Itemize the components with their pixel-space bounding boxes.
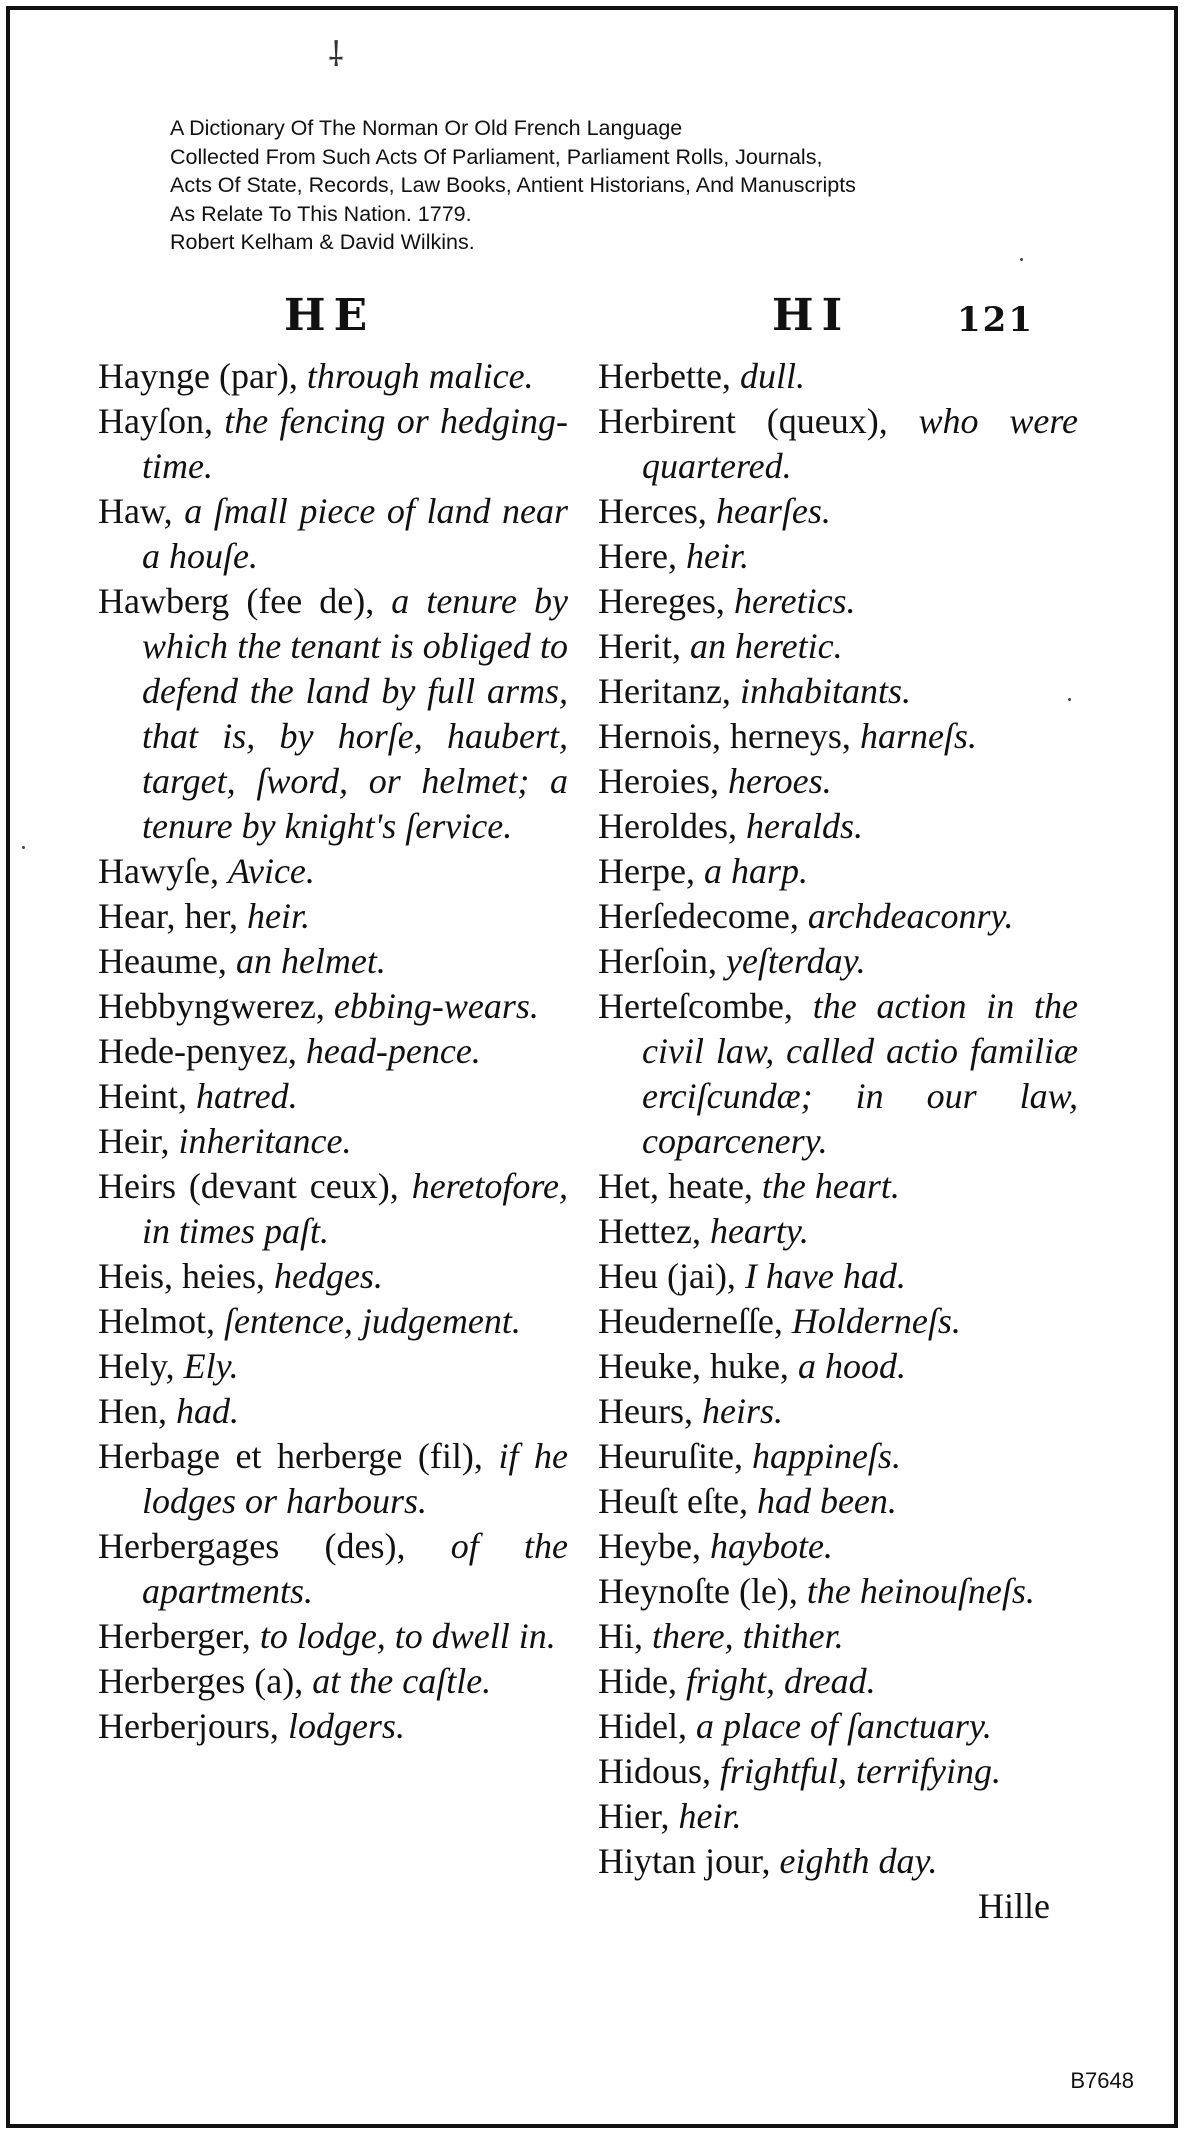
dictionary-entry xyxy=(598,1569,1078,1614)
definition: heretics. xyxy=(733,581,856,621)
dictionary-entry xyxy=(598,1344,1078,1389)
dictionary-entry xyxy=(598,1839,1078,1884)
headword: Hiytan jour, xyxy=(598,1841,780,1881)
headword: Heaume, xyxy=(98,941,236,981)
definition: the fencing or hedging-time. xyxy=(142,401,569,486)
definition: of the apartments. xyxy=(142,1526,568,1611)
dictionary-entry xyxy=(98,1659,568,1704)
dictionary-entry xyxy=(598,1704,1078,1749)
headword: Helmot, xyxy=(98,1301,224,1341)
headword: Hayſon, xyxy=(98,401,225,441)
definition: to lodge, to dwell in. xyxy=(259,1616,556,1656)
definition: the heart. xyxy=(761,1166,900,1206)
catchword: Hille xyxy=(978,1886,1050,1926)
headword: Heritanz, xyxy=(598,671,740,711)
headword: Heu (jai), xyxy=(598,1256,745,1296)
headword: Hely, xyxy=(98,1346,184,1386)
headword: Herpe, xyxy=(598,851,704,891)
dictionary-entry xyxy=(598,624,1078,669)
dictionary-entry xyxy=(98,1614,568,1659)
ink-smudge: ⸸ xyxy=(328,35,344,75)
right-column-entries xyxy=(598,354,1078,1884)
definition: had been. xyxy=(756,1481,897,1521)
definition: frightful, terrifying. xyxy=(720,1751,1002,1791)
dictionary-entry xyxy=(598,894,1078,939)
ink-speck xyxy=(22,846,25,849)
definition: inhabitants. xyxy=(739,671,911,711)
dictionary-entry xyxy=(598,579,1078,624)
headword: Heuſt eſte, xyxy=(598,1481,757,1521)
headword: Heybe, xyxy=(598,1526,710,1566)
headword: Herberger, xyxy=(98,1616,260,1656)
headword: Herit, xyxy=(598,626,690,666)
dictionary-entry xyxy=(598,804,1078,849)
definition: I have had. xyxy=(744,1256,906,1296)
dictionary-entry xyxy=(98,1029,568,1074)
headword: Hen, xyxy=(98,1391,176,1431)
dictionary-entry xyxy=(598,489,1078,534)
headword: Heurs, xyxy=(598,1391,702,1431)
definition: through malice. xyxy=(306,356,534,396)
definition: heir. xyxy=(247,896,311,936)
dictionary-entry xyxy=(598,984,1078,1164)
dictionary-entry xyxy=(598,1614,1078,1659)
definition: if he lodges or harbours. xyxy=(142,1436,568,1521)
dictionary-entry xyxy=(598,1209,1078,1254)
headword: Hettez, xyxy=(598,1211,710,1251)
definition: had. xyxy=(175,1391,239,1431)
definition: hearty. xyxy=(709,1211,809,1251)
running-head-left: HE xyxy=(284,290,376,341)
definition: ſentence, judgement. xyxy=(223,1301,521,1341)
definition: archdeaconry. xyxy=(807,896,1014,936)
running-head-right: HI xyxy=(772,290,851,341)
definition: lodgers. xyxy=(287,1706,405,1746)
headword: Heirs (devant ceux), xyxy=(98,1166,412,1206)
definition: Avice. xyxy=(227,851,315,891)
definition: an heretic. xyxy=(689,626,843,666)
definition: heralds. xyxy=(745,806,863,846)
definition: there, thither. xyxy=(652,1616,844,1656)
definition: ebbing-wears. xyxy=(333,986,539,1026)
definition: a hood. xyxy=(797,1346,906,1386)
headword: Hidous, xyxy=(598,1751,721,1791)
headword: Hernois, herneys, xyxy=(598,716,860,756)
dictionary-entry xyxy=(98,1389,568,1434)
dictionary-entry xyxy=(98,1074,568,1119)
headword: Herbette, xyxy=(598,356,740,396)
definition: the heinouſneſs. xyxy=(806,1571,1035,1611)
dictionary-entry xyxy=(598,759,1078,804)
definition: at the caſtle. xyxy=(312,1661,492,1701)
dictionary-entry xyxy=(598,1254,1078,1299)
headword: Heroldes, xyxy=(598,806,746,846)
headword: Herſedecome, xyxy=(598,896,808,936)
definition: haybote. xyxy=(709,1526,833,1566)
citation-line: Acts Of State, Records, Law Books, Antient Historians, And Manuscripts xyxy=(170,173,856,197)
headword: Het, heate, xyxy=(598,1166,762,1206)
dictionary-entry xyxy=(598,1164,1078,1209)
headword: Herteſcombe, xyxy=(598,986,813,1026)
headword: Heuke, huke, xyxy=(598,1346,798,1386)
definition: hearſes. xyxy=(715,491,831,531)
definition: the action in the civil law, called actio familiæ erciſcundæ; in our law, coparcenery. xyxy=(642,986,1079,1161)
dictionary-entry xyxy=(98,939,568,984)
dictionary-entry xyxy=(598,1794,1078,1839)
dictionary-entry xyxy=(598,714,1078,759)
definition: fright, dread. xyxy=(685,1661,876,1701)
headword: Heuderneſſe, xyxy=(598,1301,792,1341)
definition: happineſs. xyxy=(751,1436,901,1476)
dictionary-entry xyxy=(98,354,568,399)
reference-code: B7648 xyxy=(1070,2068,1134,2093)
definition: a tenure by which the tenant is obliged to defend the land by full arms, that is, by horſe, haubert, target, ſword, or helmet; a tenure by knight's ſervice. xyxy=(142,581,568,846)
dictionary-entry xyxy=(598,1299,1078,1344)
headword: Herces, xyxy=(598,491,716,531)
definition: heir. xyxy=(678,1796,742,1836)
citation-line: Collected From Such Acts Of Parliament, Parliament Rolls, Journals, xyxy=(170,144,823,169)
dictionary-entry xyxy=(598,354,1078,399)
definition: a ſmall piece of land near a houſe. xyxy=(142,491,569,576)
headword: Hereges, xyxy=(598,581,734,621)
headword: Heis, heies, xyxy=(98,1256,274,1296)
dictionary-entry xyxy=(98,1524,568,1614)
right-column xyxy=(598,354,1078,1929)
definition: Holderneſs. xyxy=(791,1301,961,1341)
ink-speck xyxy=(1020,258,1023,261)
dictionary-entry xyxy=(98,1254,568,1299)
book-citation xyxy=(170,114,1070,257)
headword: Hebbyngwerez, xyxy=(98,986,334,1026)
dictionary-entry xyxy=(598,534,1078,579)
headword: Heroies, xyxy=(598,761,728,801)
citation-line: A Dictionary Of The Norman Or Old French Language xyxy=(170,116,683,140)
dictionary-entry xyxy=(98,1434,568,1524)
page-number: 121 xyxy=(957,300,1034,340)
headword: Hawberg (fee de), xyxy=(98,581,392,621)
headword: Hede-penyez, xyxy=(98,1031,306,1071)
definition: hedges. xyxy=(273,1256,383,1296)
headword: Heuruſite, xyxy=(598,1436,752,1476)
headword: Hawyſe, xyxy=(98,851,228,891)
definition: a place of ſanctuary. xyxy=(695,1706,992,1746)
dictionary-entry xyxy=(598,399,1078,489)
definition: inheritance. xyxy=(178,1121,352,1161)
definition: heroes. xyxy=(727,761,832,801)
dictionary-entry xyxy=(98,984,568,1029)
definition: who were quartered. xyxy=(642,401,1079,486)
dictionary-entry xyxy=(598,1479,1078,1524)
headword: Haynge (par), xyxy=(98,356,307,396)
dictionary-entry xyxy=(598,849,1078,894)
headword: Herbirent (queux), xyxy=(598,401,919,441)
definition: yeſterday. xyxy=(725,941,866,981)
headword: Herberges (a), xyxy=(98,1661,313,1701)
citation-line: As Relate To This Nation. 1779. xyxy=(170,201,472,226)
dictionary-entry xyxy=(598,1749,1078,1794)
headword: Heint, xyxy=(98,1076,196,1116)
citation-line: Robert Kelham & David Wilkins. xyxy=(170,230,475,254)
headword: Here, xyxy=(598,536,686,576)
headword: Hier, xyxy=(598,1796,679,1836)
headword: Hidel, xyxy=(598,1706,696,1746)
definition: an helmet. xyxy=(235,941,386,981)
headword: Haw, xyxy=(98,491,185,531)
headword: Heir, xyxy=(98,1121,179,1161)
dictionary-entry xyxy=(98,1344,568,1389)
page-frame xyxy=(6,6,1178,2128)
dictionary-entry xyxy=(598,669,1078,714)
dictionary-entry xyxy=(598,1659,1078,1704)
dictionary-entry xyxy=(598,1524,1078,1569)
definition: heretofore, in times paſt. xyxy=(142,1166,568,1251)
definition: head-pence. xyxy=(305,1031,481,1071)
headword: Hi, xyxy=(598,1616,652,1656)
definition: dull. xyxy=(739,356,805,396)
headword: Herſoin, xyxy=(598,941,726,981)
definition: Ely. xyxy=(183,1346,239,1386)
headword: Herbage et herberge (fil), xyxy=(98,1436,499,1476)
definition: eighth day. xyxy=(779,1841,938,1881)
headword: Herbergages (des), xyxy=(98,1526,451,1566)
dictionary-entry xyxy=(98,894,568,939)
headword: Hide, xyxy=(598,1661,686,1701)
dictionary-entry xyxy=(98,1164,568,1254)
definition: hatred. xyxy=(195,1076,298,1116)
dictionary-entry xyxy=(98,849,568,894)
dictionary-entry xyxy=(598,1389,1078,1434)
dictionary-entry xyxy=(98,399,568,489)
definition: heir. xyxy=(685,536,749,576)
dictionary-entry xyxy=(98,1119,568,1164)
dictionary-entry xyxy=(98,1704,568,1749)
dictionary-entry xyxy=(598,1434,1078,1479)
dictionary-entry xyxy=(98,579,568,849)
definition: a harp. xyxy=(703,851,808,891)
headword: Heynoſte (le), xyxy=(598,1571,807,1611)
left-column xyxy=(98,354,568,1749)
definition: harneſs. xyxy=(859,716,977,756)
definition: heirs. xyxy=(701,1391,783,1431)
headword: Hear, her, xyxy=(98,896,248,936)
dictionary-entry xyxy=(98,1299,568,1344)
headword: Herberjours, xyxy=(98,1706,288,1746)
dictionary-entry xyxy=(598,939,1078,984)
dictionary-entry xyxy=(98,489,568,579)
